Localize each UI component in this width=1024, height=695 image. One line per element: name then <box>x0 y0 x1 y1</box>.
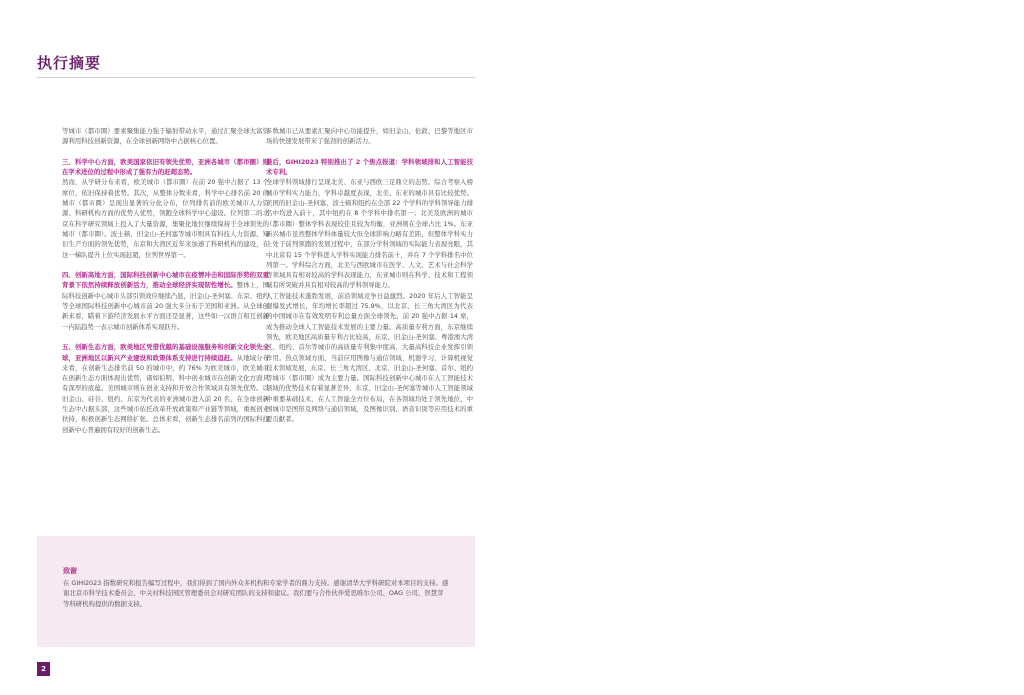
paragraph: 然而，从学研分布来看，欧美城市（都市圈）在前 20 强中占据了 13 个席位，依旧保持着优势。其次，从整体分数来看，科学中心排名前 20 的城市（都市圈）呈现出显著的分化分布，位列排名前的欧美城市人力资源、科研机构方面的优势人优势，领跑全球科学中心建设。位列第二的北京在科学研究领域上投入了大量资源，集聚化地位继续保持于全球领先的城市（都市圈）。波士顿、旧金山-圣何塞等城市则具有科技人力资源、知识生产方面的领先优势，东京和大湾区近年来加速了科研机构的建设，在这一梯队提升上位实现赶超，位列世界第一。 <box>62 178 269 259</box>
highlight-text: 三、科学中心方面，欧美国家依旧有领先优势，亚洲各城市（都市圈）则在学术进位的过程中形成了强有力的赶超态势。 <box>62 157 269 177</box>
section-paragraph <box>62 270 269 332</box>
paragraph: 多数城市已从要素汇聚向中心功能提升，如旧金山、伦敦、巴黎等地区市场的快速发展带来了强劲的创新活力。 <box>266 127 473 146</box>
title-divider <box>37 77 475 78</box>
highlight-text: 最后，GIHI2023 特别推出了 2 个焦点报道：学科领域排和人工智能技术专利。 <box>266 157 473 177</box>
acknowledgement-title: 致谢 <box>63 567 77 575</box>
section-paragraph <box>62 342 269 435</box>
paragraph: 人工智能技术蓬勃发展，前沿领域竞争日益激烈。2020 年后人工智能呈现爆发式增长，年均增长率超过 75.9%，以北京、长三角大湾区为代表的中国城市在有效发明专利总量方面全球领先，前 20 强中占据 14 席，成为推动全球人工智能技术发展的主要力量。高质量专利方面，东京继续领先，欧美地区高质量专利占比较高，东京、旧金山-圣何塞、粤港澳大湾区、纽约、首尔等城市的高质量专利集中度高，大量高科技企业发挥引领作用。热点领域方面，当前应用图像与通信领域、机器学习、计算机视觉技术领域发展，东京、长三角大湾区、北京、旧金山-圣何塞、首尔、纽约等城市（都市圈）成为主要力量。国际科技创新中心城市在人工智能技术领域的优势技术有着显著差异，东京、旧金山-圣何塞等城市人工智能领域中重要基础技术，在人工智能全方位布局，在各领域均处于领先地位，中国城市是图形及网络与通信领域，及图像识别、语音识别等应用技术的重要贡献者。 <box>266 291 473 424</box>
paragraph-body: 从地域分布来看，在创新生态排名前 50 的城市中，约 76% 为欧美城市，欧美城市在创新生态方面体现出优势，诸如伯明、科中创业城市在创新文化方面具有深厚的底蕴。美国城市则在创业支持和开放合作领域具有领先优势。以旧金山、硅谷、纽约、东京为代表的亚洲城市进入前 20 名，在全球创新生态中占据头部，这些城市依托改革开放政策和产业链等领域，重视创业扶持，积极创新生态网络扩张。总体来看，创新生态排名前列的国际科技创新中心普遍拥有较好的创新生态。 <box>62 353 270 434</box>
paragraph-body: 整体上，国际科技创新中心城市头部引领效应继续凸显，旧金山-圣何塞、东京、纽约等全球国际科技创新中心城市前 20 强大多分布于美国和亚洲。从全球创新来看，瞄着下游经济发展水平方面还是显著，这些如一汉语言和互创新一内陆趋势一表示城市创新体系实现跃升。 <box>62 281 270 331</box>
highlight-text: 四、创新高地方面，国际科技创新中心城市在疫情冲击和国际形势的双重背景下依然持续释放创新活力，推动全球经济实现韧性增长。 <box>62 271 269 290</box>
paragraph: 全球学科领域排行呈现北美、东亚与西欧三足鼎立的态势。综合考察入榜城市学科实力能力、学科卓越度表现，北美、东亚的城市具有比较优势。美国的旧金山-圣何塞、波士顿和纽约在全部 22 个学科的学科领导能力排名中均进入前十，其中纽约在 8 个学科中排名第一；北美及欧洲的城市（都市圈）整体学科表现较佳且较为均衡，亚洲则在全球占比 1%。东亚新兴城市虽然整体学科体量较大但全球影响力略有差距，但整体学科实力上处于前列领跑的发展过程中，在部分学科领域的实际能力表现亮眼，其中北京有 15 个学科进入学科实现能力排名前十，并在 7 个学科排名中位列第一。学科综合方面，北美与西欧城市在医学、人文、艺术与社会科学等领域具有相对较高的学科表现能力，东亚城市则在科学、技术和工程领域有所突破并具有相对较高的学科领导能力。 <box>266 178 473 290</box>
summary-left-column <box>62 126 269 435</box>
acknowledgement-box <box>37 536 475 647</box>
section-heading <box>266 157 473 178</box>
paragraph: 等城市（都市圈）要素聚集能力强于辐射带动水平，通过汇聚全球大富资源利用科技创新资源，在全球创新网络中占据核心位置。 <box>62 127 269 146</box>
acknowledgement-text: 在 GIHI2023 指数研究和报告编写过程中，我们得到了国内外众多机构和专家学者的鼎力支持。感谢清华大学科研院对本项目的支持。感谢北京市科学技术委员会、中关村科技园区管理委员会对研究团队的支持和建议。我们要与合作伙伴爱思唯尔公司、OAG 公司、智慧芽等科研机构提供的数据支持。 <box>63 579 449 608</box>
highlight-text: 五、创新生态方面，欧美地区凭借优越的基础设施服务和创新文化领先全球，亚洲地区以新兴产业建设和政策体系支持进行持续追赶。 <box>62 343 269 362</box>
page-number: 2 <box>37 662 50 676</box>
page-title: 执行摘要 <box>37 54 102 72</box>
summary-right-column <box>266 126 473 425</box>
section-heading <box>62 157 269 178</box>
